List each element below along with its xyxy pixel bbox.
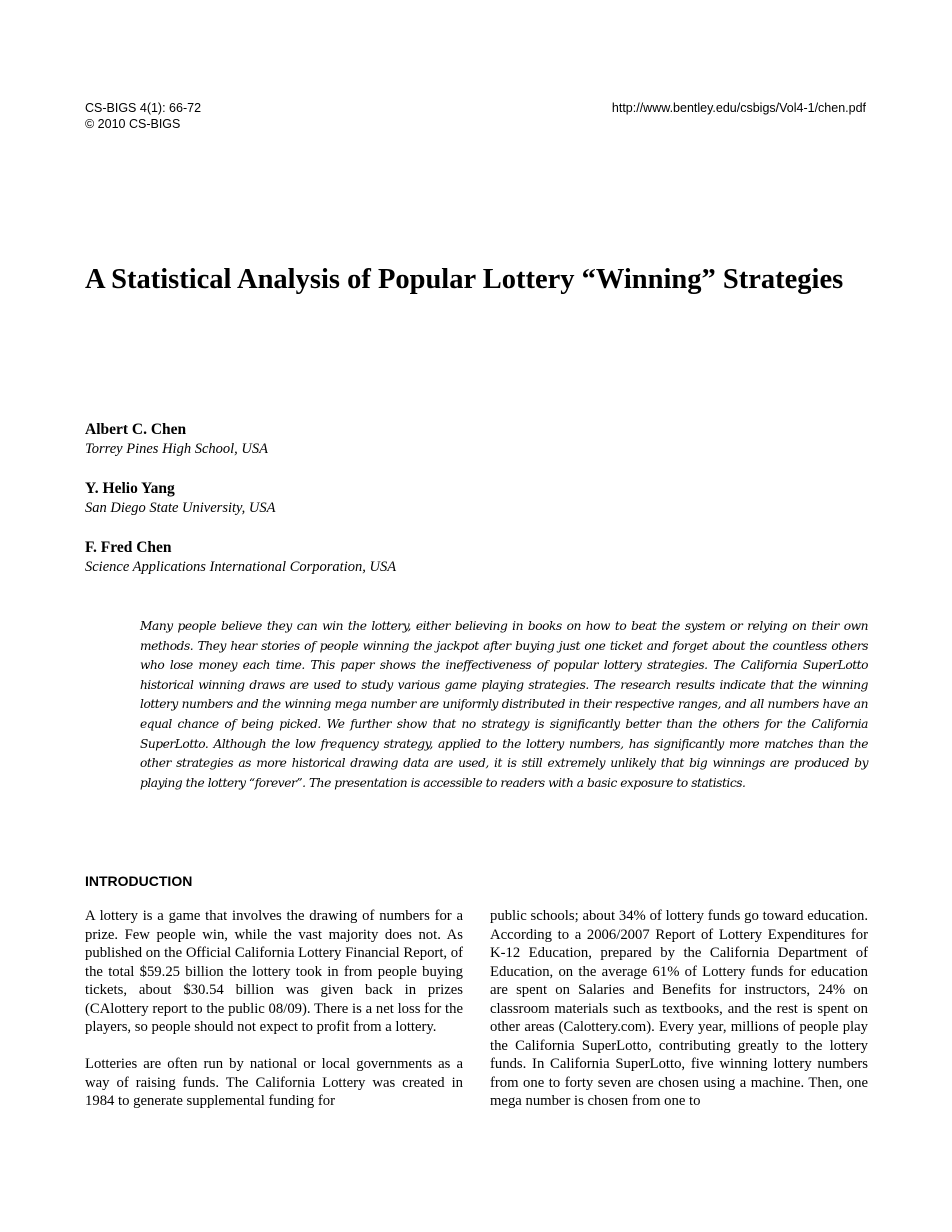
copyright-notice: © 2010 CS-BIGS bbox=[85, 117, 181, 131]
author-name: F. Fred Chen bbox=[85, 539, 172, 556]
body-paragraph: public schools; about 34% of lottery funds go toward education. According to a 2006/2007 Report of Lottery Expenditures for K-12 Education, prepared by the California Department of Education, on the average 61% of Lottery funds for education are spent on Salaries and Benefits for instructors, 24% on classroom materials such as textbooks, and the rest is spent on other areas (Calottery.com). Every year, millions of people play the California SuperLotto, contributing greatly to the lottery funds. In California SuperLotto, five winning lottery numbers from one to forty seven are chosen using a machine. Then, one mega number is chosen from one to bbox=[490, 908, 868, 1110]
body-column-left bbox=[85, 907, 463, 1111]
paper-title: A Statistical Analysis of Popular Lottery “Winning” Strategies bbox=[85, 264, 844, 295]
paper-url: http://www.bentley.edu/csbigs/Vol4-1/chen.pdf bbox=[611, 101, 866, 115]
body-column-right bbox=[490, 907, 868, 1111]
author-affiliation: Torrey Pines High School, USA bbox=[85, 441, 268, 457]
author-affiliation: San Diego State University, USA bbox=[85, 500, 276, 516]
journal-reference: CS-BIGS 4(1): 66-72 bbox=[85, 101, 202, 115]
author-entry bbox=[85, 479, 396, 538]
author-list bbox=[85, 420, 396, 597]
section-heading-introduction: INTRODUCTION bbox=[85, 873, 193, 889]
body-paragraph: A lottery is a game that involves the drawing of numbers for a prize. Few people win, while the vast majority does not. As published on the Official California Lottery Financial Report, of the total $59.25 billion the lottery took in from people buying tickets, about $30.54 billion was given back in prizes (CAlottery report to the public 08/09). There is a net loss for the players, so people should not expect to profit from a lottery. bbox=[85, 908, 463, 1036]
abstract: Many people believe they can win the lottery, either believing in books on how to beat the system or relying on their own methods. They hear stories of people winning the jackpot after buying just one ticket and forget about the countless others who lose money each time. This paper shows the ineffectiveness of popular lottery strategies. The California SuperLotto historical winning draws are used to study various game playing strategies. The research results indicate that the winning lottery numbers and the winning mega number are uniformly distributed in their respective ranges, and all numbers have an equal chance of being picked. We further show that no strategy is significantly better than the others for the California SuperLotto. Although the low frequency strategy, applied to the lottery numbers, has significantly more matches than the other strategies as more historical drawing data are used, it is still extremely unlikely that big winnings are produced by playing the lottery “forever”. The presentation is accessible to readers with a basic exposure to statistics. bbox=[140, 619, 868, 790]
author-affiliation: Science Applications International Corporation, USA bbox=[85, 559, 397, 575]
author-name: Y. Helio Yang bbox=[85, 480, 175, 497]
running-header-right bbox=[612, 100, 866, 116]
author-name: Albert C. Chen bbox=[85, 421, 187, 438]
body-paragraph: Lotteries are often run by national or local governments as a way of raising funds. The California Lottery was created in 1984 to generate supplemental funding for bbox=[85, 1056, 463, 1110]
author-entry bbox=[85, 420, 396, 479]
running-header-left bbox=[85, 100, 201, 132]
author-entry bbox=[85, 538, 396, 597]
